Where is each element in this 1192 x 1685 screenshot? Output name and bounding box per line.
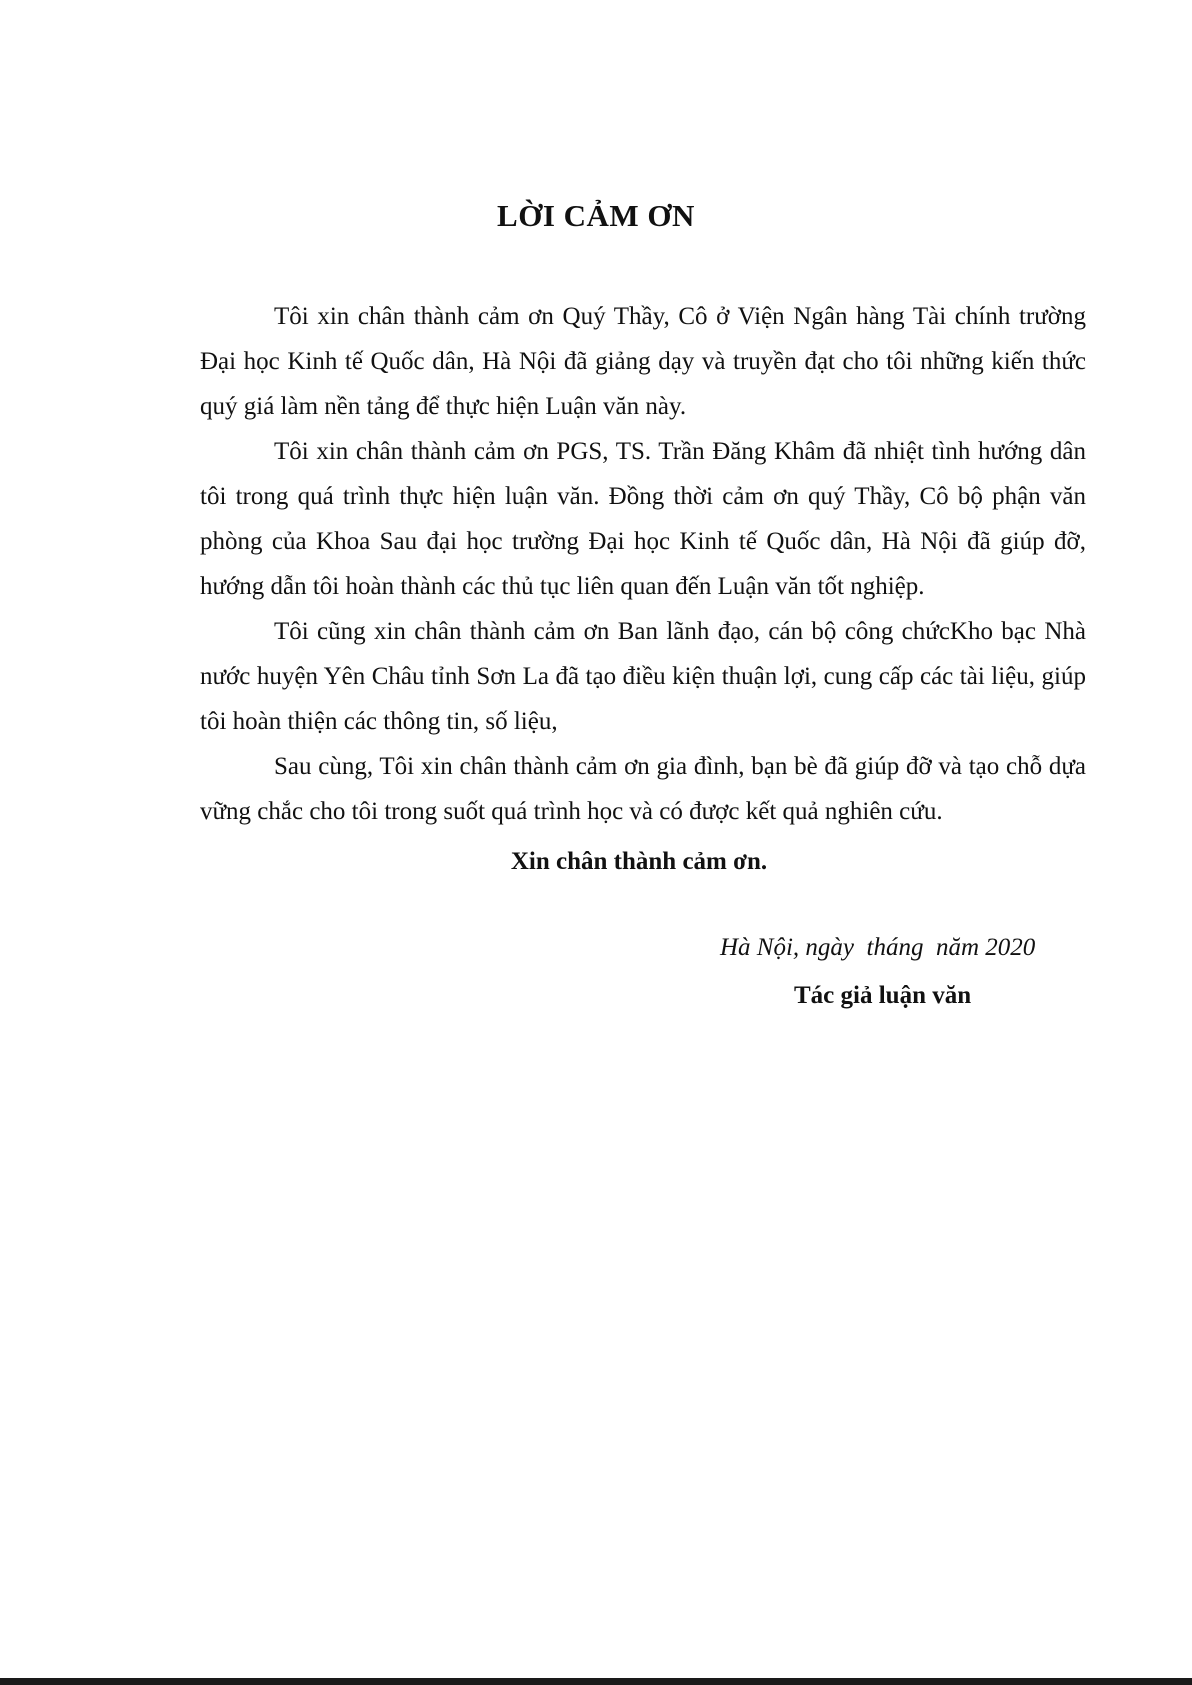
page-title: LỜI CẢM ƠN [497,198,695,233]
paragraph-supervisor: Tôi xin chân thành cảm ơn PGS, TS. Trần Đăng Khâm đã nhiệt tình hướng dân tôi trong quá trình thực hiện luận văn. Đồng thời cảm ơn quý Thầy, Cô bộ phận văn phòng của Khoa Sau đại học trường Đại học Kinh tế Quốc dân, Hà Nội đã giúp đỡ, hướng dẫn tôi hoàn thành các thủ tục liên quan đến Luận văn tốt nghiệp. [200,438,1086,600]
paragraph-treasury: Tôi cũng xin chân thành cảm ơn Ban lãnh đạo, cán bộ công chứcKho bạc Nhà nước huyện Yên Châu tỉnh Sơn La đã tạo điều kiện thuận lợi, cung cấp các tài liệu, giúp tôi hoàn thiện các thông tin, số liệu, [200,618,1086,735]
paragraph-teachers: Tôi xin chân thành cảm ơn Quý Thầy, Cô ở Viện Ngân hàng Tài chính trường Đại học Kinh tế Quốc dân, Hà Nội đã giảng dạy và truyền đạt cho tôi những kiến thức quý giá làm nền tảng để thực hiện Luận văn này. [200,303,1086,420]
place-date: Hà Nội, ngày tháng năm 2020 [720,934,1036,961]
acknowledgement-body [200,294,1086,834]
page-bottom-border [0,1678,1192,1685]
paragraph-family: Sau cùng, Tôi xin chân thành cảm ơn gia đình, bạn bè đã giúp đỡ và tạo chỗ dựa vững chắc cho tôi trong suốt quá trình học và có được kết quả nghiên cứu. [200,753,1086,825]
signer-label: Tác giả luận văn [794,982,972,1009]
closing-line: Xin chân thành cảm ơn. [510,848,768,875]
